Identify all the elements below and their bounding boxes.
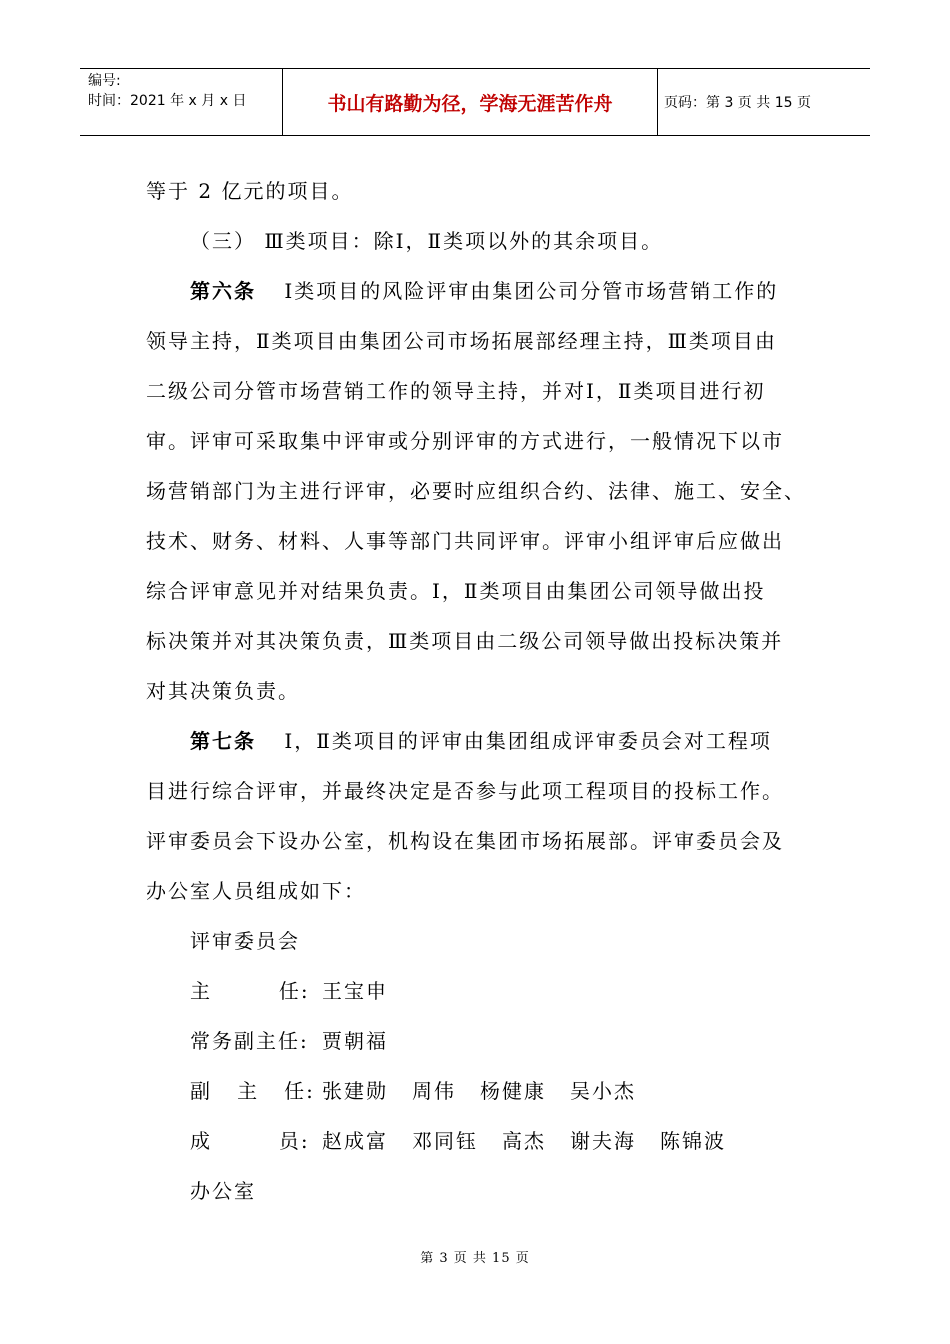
document-number-label: 编号:: [88, 73, 121, 89]
roster-role: 成 员:: [190, 1129, 310, 1153]
office-title: 办公室: [190, 1179, 256, 1203]
header-motto: 书山有路勤为径，学海无涯苦作舟: [283, 69, 658, 135]
roster-row: [146, 1016, 818, 1066]
roster-name: 王宝申: [322, 979, 388, 1003]
roster-role: 主 任:: [190, 979, 310, 1003]
roster-name: 高杰: [502, 1129, 546, 1153]
article-6-first-line: [146, 266, 818, 316]
page-header: [80, 68, 870, 136]
committee-title: 评审委员会: [190, 929, 300, 953]
roster-row: [146, 1116, 818, 1166]
paragraph-line: 评审委员会下设办公室，机构设在集团市场拓展部。评审委员会及: [146, 829, 784, 853]
paragraph-line: 领导主持，Ⅱ类项目由集团公司市场拓展部经理主持，Ⅲ类项目由: [146, 329, 777, 353]
header-meta: [80, 69, 283, 135]
roster-name: 赵成富: [322, 1129, 388, 1153]
roster-name: 杨健康: [480, 1079, 546, 1103]
paragraph-line: 审。评审可采取集中评审或分别评审的方式进行，一般情况下以市: [146, 429, 784, 453]
paragraph-line: （三） Ⅲ类项目：除Ⅰ，Ⅱ类项以外的其余项目。: [190, 229, 664, 253]
roster-name: 吴小杰: [570, 1079, 636, 1103]
paragraph-line: 标决策并对其决策负责，Ⅲ类项目由二级公司领导做出投标决策并: [146, 629, 784, 653]
roster-role: 常务副主任:: [190, 1029, 309, 1053]
paragraph-line: 技术、财务、材料、人事等部门共同评审。评审小组评审后应做出: [146, 529, 784, 553]
paragraph-line: 目进行综合评审，并最终决定是否参与此项工程项目的投标工作。: [146, 779, 784, 803]
document-time: 时间：2021 年 x 月 x 日: [88, 93, 247, 109]
paragraph-line: 场营销部门为主进行评审，必要时应组织合约、法律、施工、安全、: [146, 479, 806, 503]
document-body: [146, 166, 818, 1216]
paragraph-line: 等于 2 亿元的项目。: [146, 179, 354, 203]
header-page-info: 页码：第 3 页 共 15 页: [664, 95, 811, 111]
article-7-text: Ⅰ，Ⅱ类项目的评审由集团组成评审委员会对工程项: [284, 729, 772, 753]
paragraph-line: 综合评审意见并对结果负责。Ⅰ，Ⅱ类项目由集团公司领导做出投: [146, 579, 766, 603]
article-7-heading: 第七条: [190, 729, 256, 753]
roster-name: 周伟: [412, 1079, 456, 1103]
roster-role: 副 主 任:: [190, 1079, 315, 1103]
roster-name: 谢夫海: [570, 1129, 636, 1153]
paragraph-line: 对其决策负责。: [146, 679, 300, 703]
roster-name: 贾朝福: [322, 1029, 388, 1053]
roster-name: 张建勋: [322, 1079, 388, 1103]
paragraph-line: 办公室人员组成如下：: [146, 879, 366, 903]
roster-row: [146, 966, 818, 1016]
article-6-text: Ⅰ类项目的风险评审由集团公司分管市场营销工作的: [284, 279, 779, 303]
page-footer: 第 3 页 共 15 页: [420, 1251, 530, 1266]
roster-name: 邓同钰: [412, 1129, 478, 1153]
article-7-first-line: [146, 716, 818, 766]
roster-name: 陈锦波: [660, 1129, 726, 1153]
paragraph-line: 二级公司分管市场营销工作的领导主持，并对Ⅰ，Ⅱ类项目进行初: [146, 379, 766, 403]
roster-row: [146, 1066, 818, 1116]
article-6-heading: 第六条: [190, 279, 256, 303]
